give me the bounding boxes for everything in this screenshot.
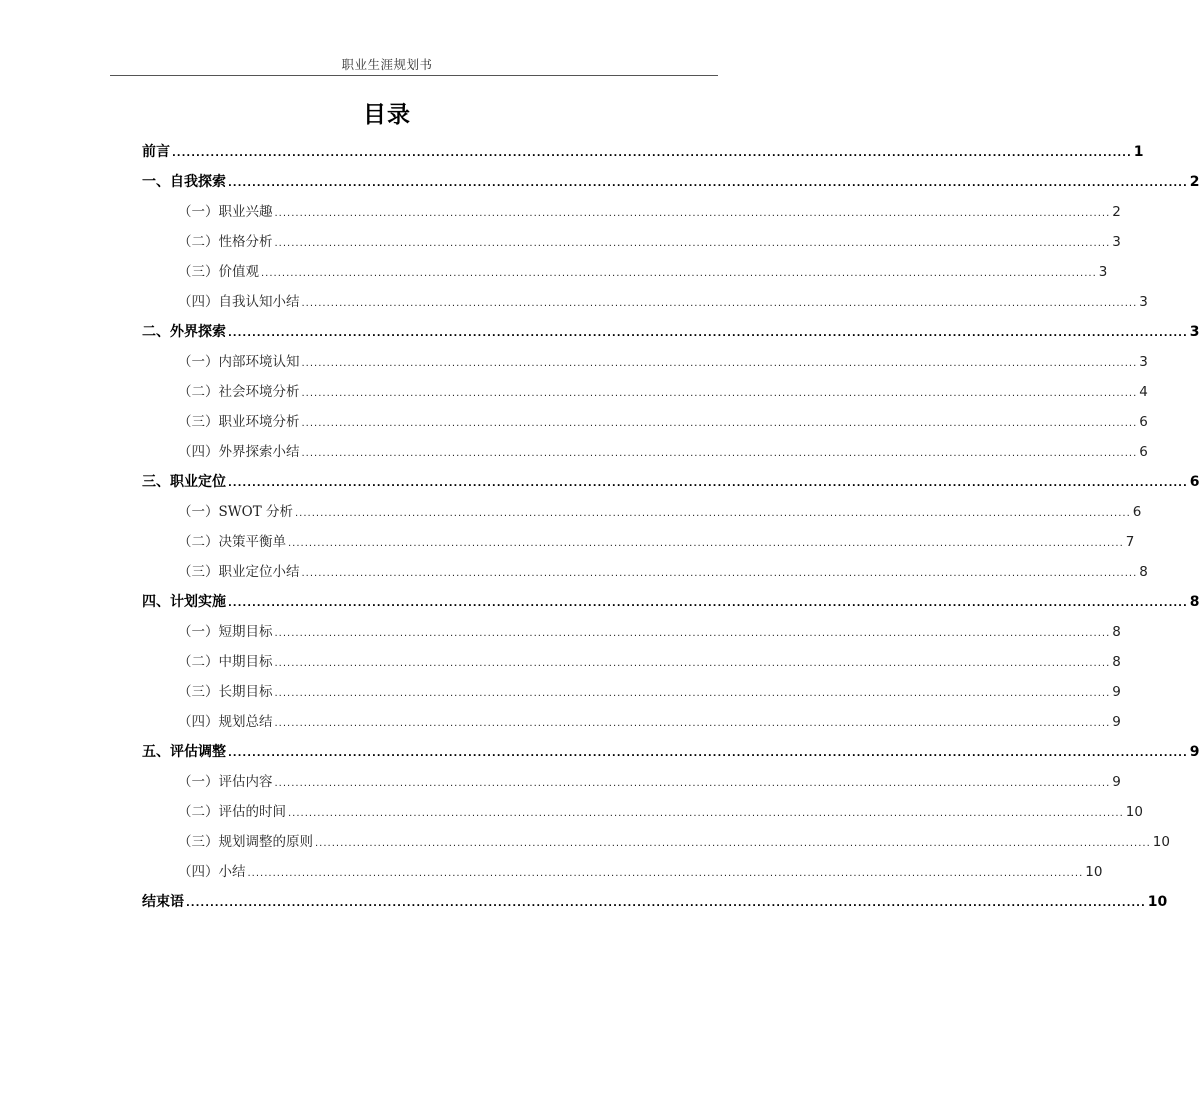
toc-leader-dots: ........................................................................................................................................................................................................	[288, 808, 1124, 819]
toc-leader-dots: ........................................................................................................................................................................................................	[301, 298, 1138, 309]
toc-page-number: 9	[1112, 774, 1121, 790]
toc-entry-label: （一）SWOT 分析	[178, 504, 293, 520]
toc-subsection-entry[interactable]	[142, 347, 1148, 377]
toc-entry-label: （三）职业定位小结	[178, 564, 300, 580]
toc-leader-dots: ........................................................................................................................................................................................................	[301, 388, 1138, 399]
toc-subsection-entry[interactable]	[142, 407, 1148, 437]
toc-leader-dots: ........................................................................................................................................................................................................	[274, 778, 1111, 789]
toc-page-number: 3	[1139, 354, 1148, 370]
toc-leader-dots: ........................................................................................................................................................................................................	[274, 208, 1111, 219]
toc-leader-dots: ........................................................................................................................................................................................................	[228, 748, 1188, 759]
toc-title: 目录	[363, 101, 411, 128]
toc-section-entry[interactable]	[142, 887, 1168, 917]
toc-page-number: 8	[1189, 594, 1200, 610]
toc-leader-dots: ........................................................................................................................................................................................................	[295, 508, 1131, 519]
toc-page-number: 10	[1085, 864, 1103, 880]
toc-entry-label: （四）小结	[178, 864, 246, 880]
toc-subsection-entry[interactable]	[142, 617, 1121, 647]
toc-subsection-entry[interactable]	[142, 767, 1121, 797]
toc-entry-label: 二、外界探索	[142, 324, 226, 340]
toc-entry-label: （一）内部环境认知	[178, 354, 300, 370]
toc-leader-dots: ........................................................................................................................................................................................................	[301, 358, 1138, 369]
toc-leader-dots: ........................................................................................................................................................................................................	[228, 178, 1188, 189]
toc-subsection-entry[interactable]	[142, 287, 1148, 317]
toc-page-number: 8	[1139, 564, 1148, 580]
toc-page-number: 8	[1112, 654, 1121, 670]
toc-subsection-entry[interactable]	[142, 257, 1108, 287]
toc-page-number: 10	[1147, 894, 1168, 910]
toc-entry-label: （三）价值观	[178, 264, 259, 280]
toc-leader-dots: ........................................................................................................................................................................................................	[274, 238, 1111, 249]
toc-leader-dots: ........................................................................................................................................................................................................	[228, 328, 1188, 339]
toc-page-number: 4	[1139, 384, 1148, 400]
toc-subsection-entry[interactable]	[142, 677, 1121, 707]
toc-section-entry[interactable]	[142, 467, 1200, 497]
toc-leader-dots: ........................................................................................................................................................................................................	[172, 148, 1132, 159]
toc-entry-label: （二）社会环境分析	[178, 384, 300, 400]
toc-page-number: 6	[1132, 504, 1142, 520]
toc-leader-dots: ........................................................................................................................................................................................................	[228, 598, 1188, 609]
header-title: 职业生涯规划书	[341, 57, 433, 72]
toc-subsection-entry[interactable]	[142, 497, 1142, 527]
toc-leader-dots: ........................................................................................................................................................................................................	[274, 658, 1111, 669]
toc-entry-label: （一）短期目标	[178, 624, 273, 640]
toc-subsection-entry[interactable]	[142, 437, 1148, 467]
toc-page-number: 9	[1189, 744, 1200, 760]
toc-page-number: 8	[1112, 624, 1121, 640]
toc-subsection-entry[interactable]	[142, 557, 1148, 587]
toc-page-number: 9	[1112, 714, 1121, 730]
toc-entry-label: （四）外界探索小结	[178, 444, 300, 460]
toc-leader-dots: ........................................................................................................................................................................................................	[228, 478, 1188, 489]
toc-leader-dots: ........................................................................................................................................................................................................	[186, 898, 1146, 909]
toc-section-entry[interactable]	[142, 317, 1200, 347]
toc-subsection-entry[interactable]	[142, 527, 1135, 557]
toc-page-number: 2	[1189, 174, 1200, 190]
toc-entry-label: 前言	[142, 144, 170, 160]
toc-subsection-entry[interactable]	[142, 647, 1121, 677]
toc-leader-dots: ........................................................................................................................................................................................................	[274, 688, 1111, 699]
toc-entry-label: 结束语	[142, 894, 184, 910]
toc-entry-label: 三、职业定位	[142, 474, 226, 490]
toc-leader-dots: ........................................................................................................................................................................................................	[315, 838, 1151, 849]
toc-leader-dots: ........................................................................................................................................................................................................	[247, 868, 1084, 879]
toc-entry-label: （三）长期目标	[178, 684, 273, 700]
toc-leader-dots: ........................................................................................................................................................................................................	[261, 268, 1097, 279]
toc-leader-dots: ........................................................................................................................................................................................................	[288, 538, 1124, 549]
toc-entry-label: 四、计划实施	[142, 594, 226, 610]
toc-section-entry[interactable]	[142, 587, 1200, 617]
toc-entry-label: （三）职业环境分析	[178, 414, 300, 430]
toc-subsection-entry[interactable]	[142, 827, 1170, 857]
toc-entry-label: （四）规划总结	[178, 714, 273, 730]
toc-section-entry[interactable]	[142, 137, 1144, 167]
toc-entry-label: （二）中期目标	[178, 654, 273, 670]
toc-page-number: 10	[1125, 804, 1143, 820]
toc-subsection-entry[interactable]	[142, 377, 1148, 407]
toc-subsection-entry[interactable]	[142, 227, 1121, 257]
toc-entry-label: （二）决策平衡单	[178, 534, 286, 550]
toc-page-number: 6	[1189, 474, 1200, 490]
toc-leader-dots: ........................................................................................................................................................................................................	[301, 418, 1138, 429]
toc-page-number: 7	[1125, 534, 1135, 550]
toc-page-number: 6	[1139, 414, 1148, 430]
toc-entry-label: 五、评估调整	[142, 744, 226, 760]
toc-entry-label: （一）评估内容	[178, 774, 273, 790]
toc-leader-dots: ........................................................................................................................................................................................................	[274, 628, 1111, 639]
toc-subsection-entry[interactable]	[142, 197, 1121, 227]
toc-page-number: 1	[1133, 144, 1144, 160]
toc-page-number: 3	[1098, 264, 1108, 280]
toc-subsection-entry[interactable]	[142, 857, 1103, 887]
toc-subsection-entry[interactable]	[142, 797, 1143, 827]
toc-page-number: 3	[1112, 234, 1121, 250]
toc-page-number: 9	[1112, 684, 1121, 700]
toc-entry-label: （二）性格分析	[178, 234, 273, 250]
toc-page-number: 2	[1112, 204, 1121, 220]
toc-section-entry[interactable]	[142, 737, 1200, 767]
toc-entry-label: （一）职业兴趣	[178, 204, 273, 220]
header-divider	[110, 75, 718, 76]
toc-leader-dots: ........................................................................................................................................................................................................	[301, 568, 1138, 579]
table-of-contents	[142, 137, 1200, 917]
toc-entry-label: （四）自我认知小结	[178, 294, 300, 310]
toc-page-number: 6	[1139, 444, 1148, 460]
toc-page-number: 10	[1152, 834, 1170, 850]
toc-page-number: 3	[1189, 324, 1200, 340]
toc-subsection-entry[interactable]	[142, 707, 1121, 737]
toc-leader-dots: ........................................................................................................................................................................................................	[301, 448, 1138, 459]
toc-leader-dots: ........................................................................................................................................................................................................	[274, 718, 1111, 729]
toc-entry-label: （三）规划调整的原则	[178, 834, 313, 850]
toc-section-entry[interactable]	[142, 167, 1200, 197]
toc-page-number: 3	[1139, 294, 1148, 310]
toc-entry-label: 一、自我探索	[142, 174, 226, 190]
toc-entry-label: （二）评估的时间	[178, 804, 286, 820]
